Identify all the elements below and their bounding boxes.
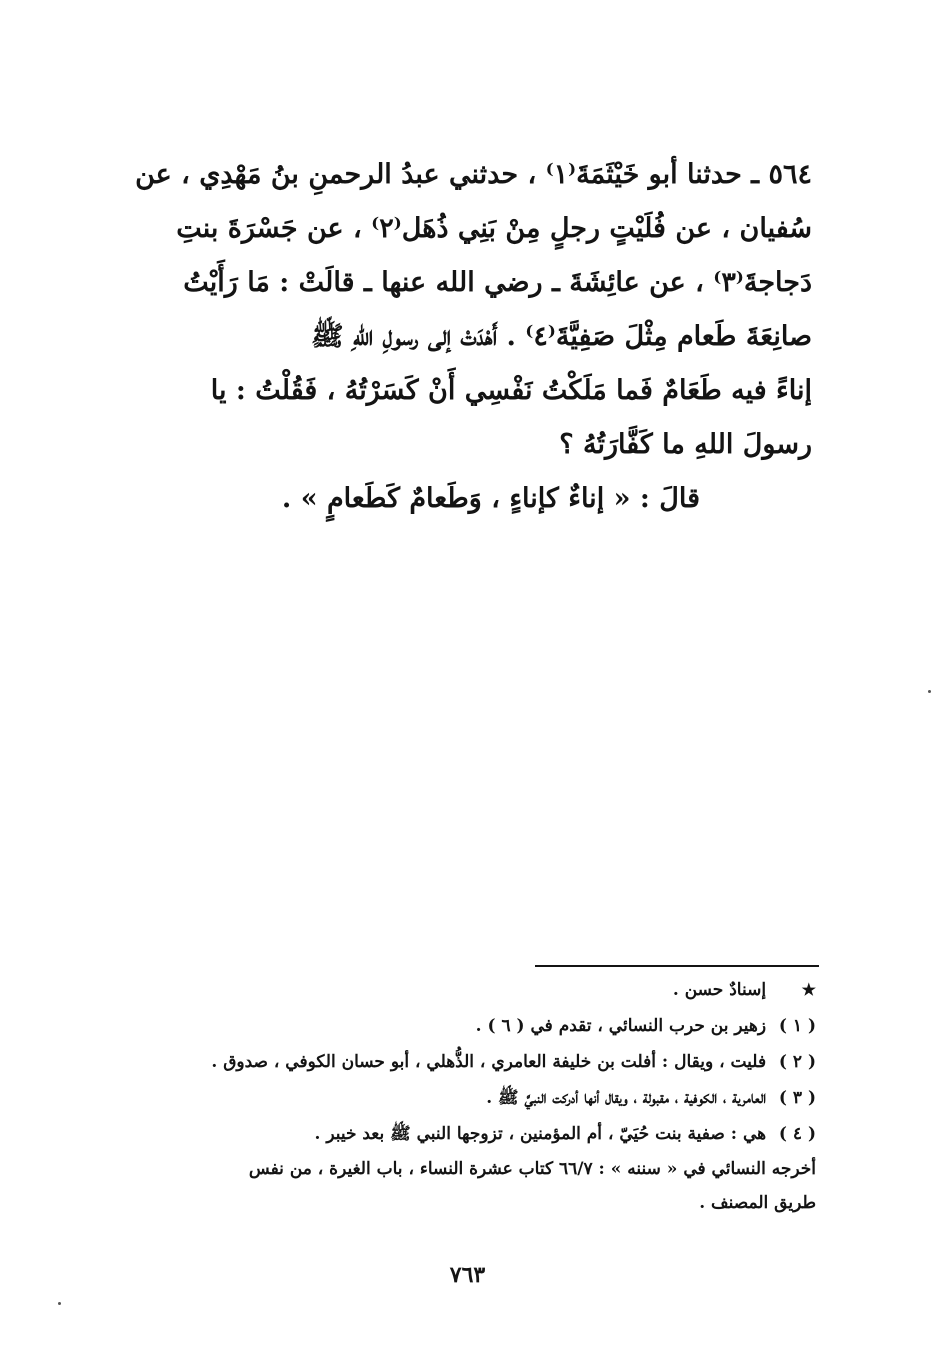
grading-note <box>108 972 816 1008</box>
takhrij-line: طريق المصنف . <box>699 1193 816 1213</box>
takhrij-note <box>108 1152 816 1220</box>
hadith-line: ٥٦٤ ـ حدثنا أبو خَيْثَمَةَ⁽١⁾ ، حدثني عبدُ الرحمنِ بنُ مَهْدِي ، عن <box>135 159 812 190</box>
takhrij-line: أخرجه النسائي في « سننه » : ٦٦/٧ كتاب عشرة النساء ، باب الغيرة ، من نفس <box>248 1159 816 1179</box>
grading-text: إسنادٌ حسن . <box>672 980 767 1000</box>
hadith-text <box>112 148 812 472</box>
hadith-line: رسولَ اللهِ ما كَفَّارَتُهُ ؟ <box>559 429 812 460</box>
scan-speck <box>928 690 931 693</box>
hadith-answer: قالَ : « إناءٌ كإناءٍ ، وَطَعامٌ كَطَعامٍ » . <box>281 483 700 514</box>
footnote-text: زهير بن حرب النسائي ، تقدم في ( ٦ ) . <box>475 1016 767 1036</box>
footnote-2 <box>108 1044 816 1080</box>
hadith-line: إناءً فيه طَعَامٌ فَما مَلَكْتُ نَفْسِي أَنْ كَسَرْتُهُ ، فَقُلْتُ : يا <box>210 375 812 406</box>
footnote-marker: ( ٣ ) <box>778 1088 816 1108</box>
page-number: ٧٦٣ <box>449 1262 486 1288</box>
footnote-marker: ( ٤ ) <box>778 1124 816 1144</box>
hadith-line: سُفيان ، عن فُلَيْتٍ رجلٍ مِنْ بَنِي ذُهَل⁽٢⁾ ، عن جَسْرَةَ بنتِ <box>176 213 812 244</box>
footnote-marker: ( ٢ ) <box>778 1052 816 1072</box>
hadith-line: صانِعَةَ طَعام مِثْلَ صَفِيَّةَ⁽٤⁾ . أَهْدَتْ إلى رسولِ اللهِ ﷺ <box>311 321 812 352</box>
star-icon: ★ <box>801 980 816 999</box>
footnote-divider <box>535 965 819 967</box>
footnotes <box>108 972 816 1220</box>
footnote-marker: ( ١ ) <box>778 1016 816 1036</box>
footnote-1 <box>108 1008 816 1044</box>
footnote-text: العامرية ، الكوفية ، مقبولة ، ويقال أنها أدركت النبيَّ ﷺ . <box>486 1088 767 1108</box>
hadith-line: دَجاجةَ⁽٣⁾ ، عن عائِشَةَ ـ رضي الله عنها ـ قالَتْ : مَا رَأَيْتُ <box>183 267 812 298</box>
footnote-text: فليت ، ويقال : أفلت بن خليفة العامري ، الذُّهلي ، أبو حسان الكوفي ، صدوق . <box>211 1052 767 1072</box>
footnote-text: هي : صفية بنت حُيَيّ ، أم المؤمنين ، تزوجها النبي ﷺ بعد خيبر . <box>314 1124 767 1144</box>
footnote-4 <box>108 1116 816 1152</box>
footnote-3 <box>108 1080 816 1116</box>
scan-speck <box>58 1302 61 1305</box>
